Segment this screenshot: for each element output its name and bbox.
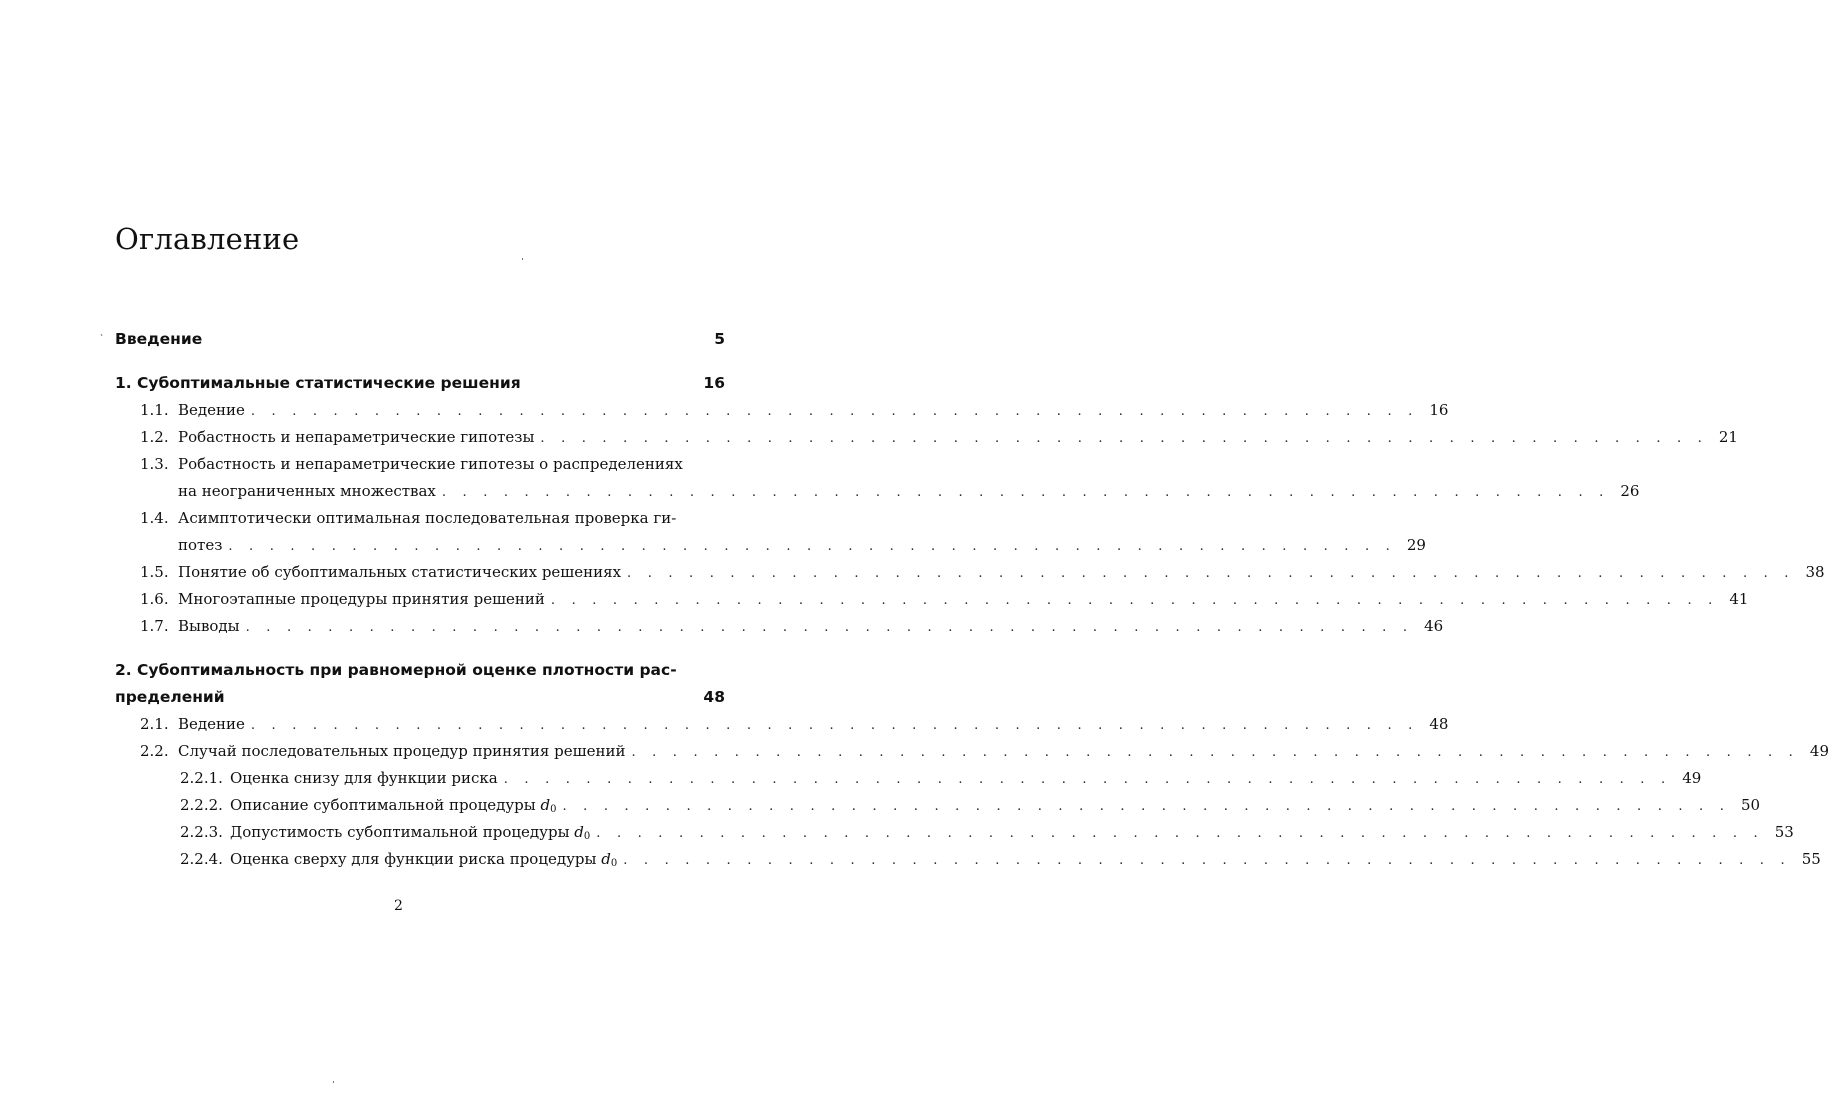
toc-section-1-5[interactable] <box>115 559 1825 586</box>
dot-leader <box>627 560 1795 587</box>
toc-entry-label: Введение <box>115 330 203 348</box>
toc-section-number: 2.1. <box>140 715 169 733</box>
toc-section-page: 41 <box>1729 590 1749 608</box>
toc-section-page: 46 <box>1424 617 1444 635</box>
toc-section-label: Ведение <box>178 715 245 733</box>
toc-section-label-continued: на неограниченных множествах <box>178 482 436 500</box>
toc-section-1-6[interactable] <box>115 586 1749 613</box>
toc-section-page: 29 <box>1406 536 1426 554</box>
toc-section-number: 1.6. <box>140 590 169 608</box>
toc-subsection-page: 53 <box>1774 823 1794 841</box>
toc-subsection-number: 2.2.3. <box>180 823 223 841</box>
toc-subsection-2-2-1[interactable] <box>115 765 1702 792</box>
toc-section-label: Асимптотически оптимальная последовательная проверка ги- <box>178 509 677 527</box>
toc-section-page: 38 <box>1805 563 1825 581</box>
toc-section-1-3[interactable] <box>115 451 725 478</box>
dot-leader <box>540 425 1708 452</box>
toc-subsection-2-2-4[interactable] <box>115 846 1821 873</box>
toc-subsection-label: Допустимость субоптимальной процедуры <box>230 823 570 841</box>
toc-subsection-2-2-3[interactable] <box>115 819 1794 846</box>
toc-section-number: 2.2. <box>140 742 169 760</box>
toc-section-page: 48 <box>1429 715 1449 733</box>
toc-section-label-continued: потез <box>178 536 223 554</box>
toc-section-number: 1.4. <box>140 509 169 527</box>
table-of-contents <box>115 326 1829 873</box>
dot-leader <box>246 614 1414 641</box>
toc-chapter-label: Субоптимальные статистические решения <box>137 374 521 392</box>
toc-chapter-number: 1. <box>115 374 132 392</box>
dot-leader <box>631 739 1799 766</box>
dot-leader <box>228 533 1396 560</box>
toc-section-1-4-continued[interactable] <box>115 532 1426 559</box>
math-subscript: 0 <box>583 831 591 842</box>
dot-leader <box>251 712 1419 739</box>
math-subscript: 0 <box>550 804 557 815</box>
toc-subsection-number: 2.2.2. <box>180 796 223 814</box>
scan-speck <box>333 1081 334 1083</box>
toc-section-2-1[interactable] <box>115 711 1449 738</box>
toc-section-page: 26 <box>1620 482 1640 500</box>
toc-subsection-page: 49 <box>1682 769 1702 787</box>
dot-leader <box>251 398 1419 425</box>
toc-section-page: 16 <box>1429 401 1449 419</box>
toc-section-page: 21 <box>1718 428 1738 446</box>
toc-section-2-2[interactable] <box>115 738 1829 765</box>
toc-subsection-2-2-2[interactable] <box>115 792 1761 819</box>
toc-section-label: Ведение <box>178 401 245 419</box>
toc-section-label: Многоэтапные процедуры принятия решений <box>178 590 545 608</box>
toc-entry-page: 5 <box>714 330 725 348</box>
toc-subsection-number: 2.2.1. <box>180 769 223 787</box>
toc-subsection-page: 50 <box>1740 796 1761 814</box>
toc-subsection-number: 2.2.4. <box>180 850 223 868</box>
toc-chapter-label: Субоптимальность при равномерной оценке плотности рас- <box>137 661 677 679</box>
dot-leader <box>551 587 1719 614</box>
math-subscript: 0 <box>610 858 618 869</box>
dot-leader <box>596 820 1764 847</box>
toc-section-page: 49 <box>1809 742 1829 760</box>
toc-section-label: Робастность и непараметрические гипотезы <box>178 428 535 446</box>
toc-section-1-2[interactable] <box>115 424 1738 451</box>
toc-chapter-page: 48 <box>703 688 725 706</box>
toc-section-1-1[interactable] <box>115 397 1449 424</box>
toc-entry-intro[interactable] <box>115 326 725 353</box>
toc-section-1-4[interactable] <box>115 505 725 532</box>
toc-section-number: 1.5. <box>140 563 169 581</box>
scan-speck <box>522 258 523 260</box>
toc-chapter-2-continued[interactable] <box>115 684 725 711</box>
dot-leader <box>562 793 1730 820</box>
math-symbol-d: d <box>540 796 551 814</box>
toc-chapter-label-continued: пределений <box>115 688 225 706</box>
toc-section-label: Случай последовательных процедур принятия решений <box>178 742 626 760</box>
toc-subsection-page: 55 <box>1801 850 1821 868</box>
toc-section-label: Выводы <box>178 617 240 635</box>
toc-section-number: 1.3. <box>140 455 169 473</box>
dot-leader <box>504 766 1672 793</box>
toc-section-1-3-continued[interactable] <box>115 478 1640 505</box>
toc-subsection-label: Описание субоптимальной процедуры <box>230 796 536 814</box>
toc-subsection-label: Оценка снизу для функции риска <box>230 769 498 787</box>
toc-section-1-7[interactable] <box>115 613 1444 640</box>
toc-subsection-label: Оценка сверху для функции риска процедуры <box>230 850 597 868</box>
toc-chapter-1[interactable] <box>115 370 725 397</box>
toc-chapter-number: 2. <box>115 661 132 679</box>
toc-section-number: 1.2. <box>140 428 169 446</box>
dot-leader <box>623 847 1791 874</box>
toc-chapter-page: 16 <box>703 374 725 392</box>
page-title: Оглавление <box>115 222 300 256</box>
dot-leader <box>442 479 1610 506</box>
toc-section-number: 1.7. <box>140 617 169 635</box>
math-symbol-d: d <box>601 850 611 868</box>
toc-section-label: Робастность и непараметрические гипотезы о распределениях <box>178 455 683 473</box>
toc-chapter-2[interactable] <box>115 657 725 684</box>
toc-section-label: Понятие об субоптимальных статистических решениях <box>178 563 622 581</box>
toc-section-number: 1.1. <box>140 401 169 419</box>
page-number: 2 <box>394 898 403 914</box>
scan-speck <box>101 334 103 336</box>
math-symbol-d: d <box>574 823 584 841</box>
